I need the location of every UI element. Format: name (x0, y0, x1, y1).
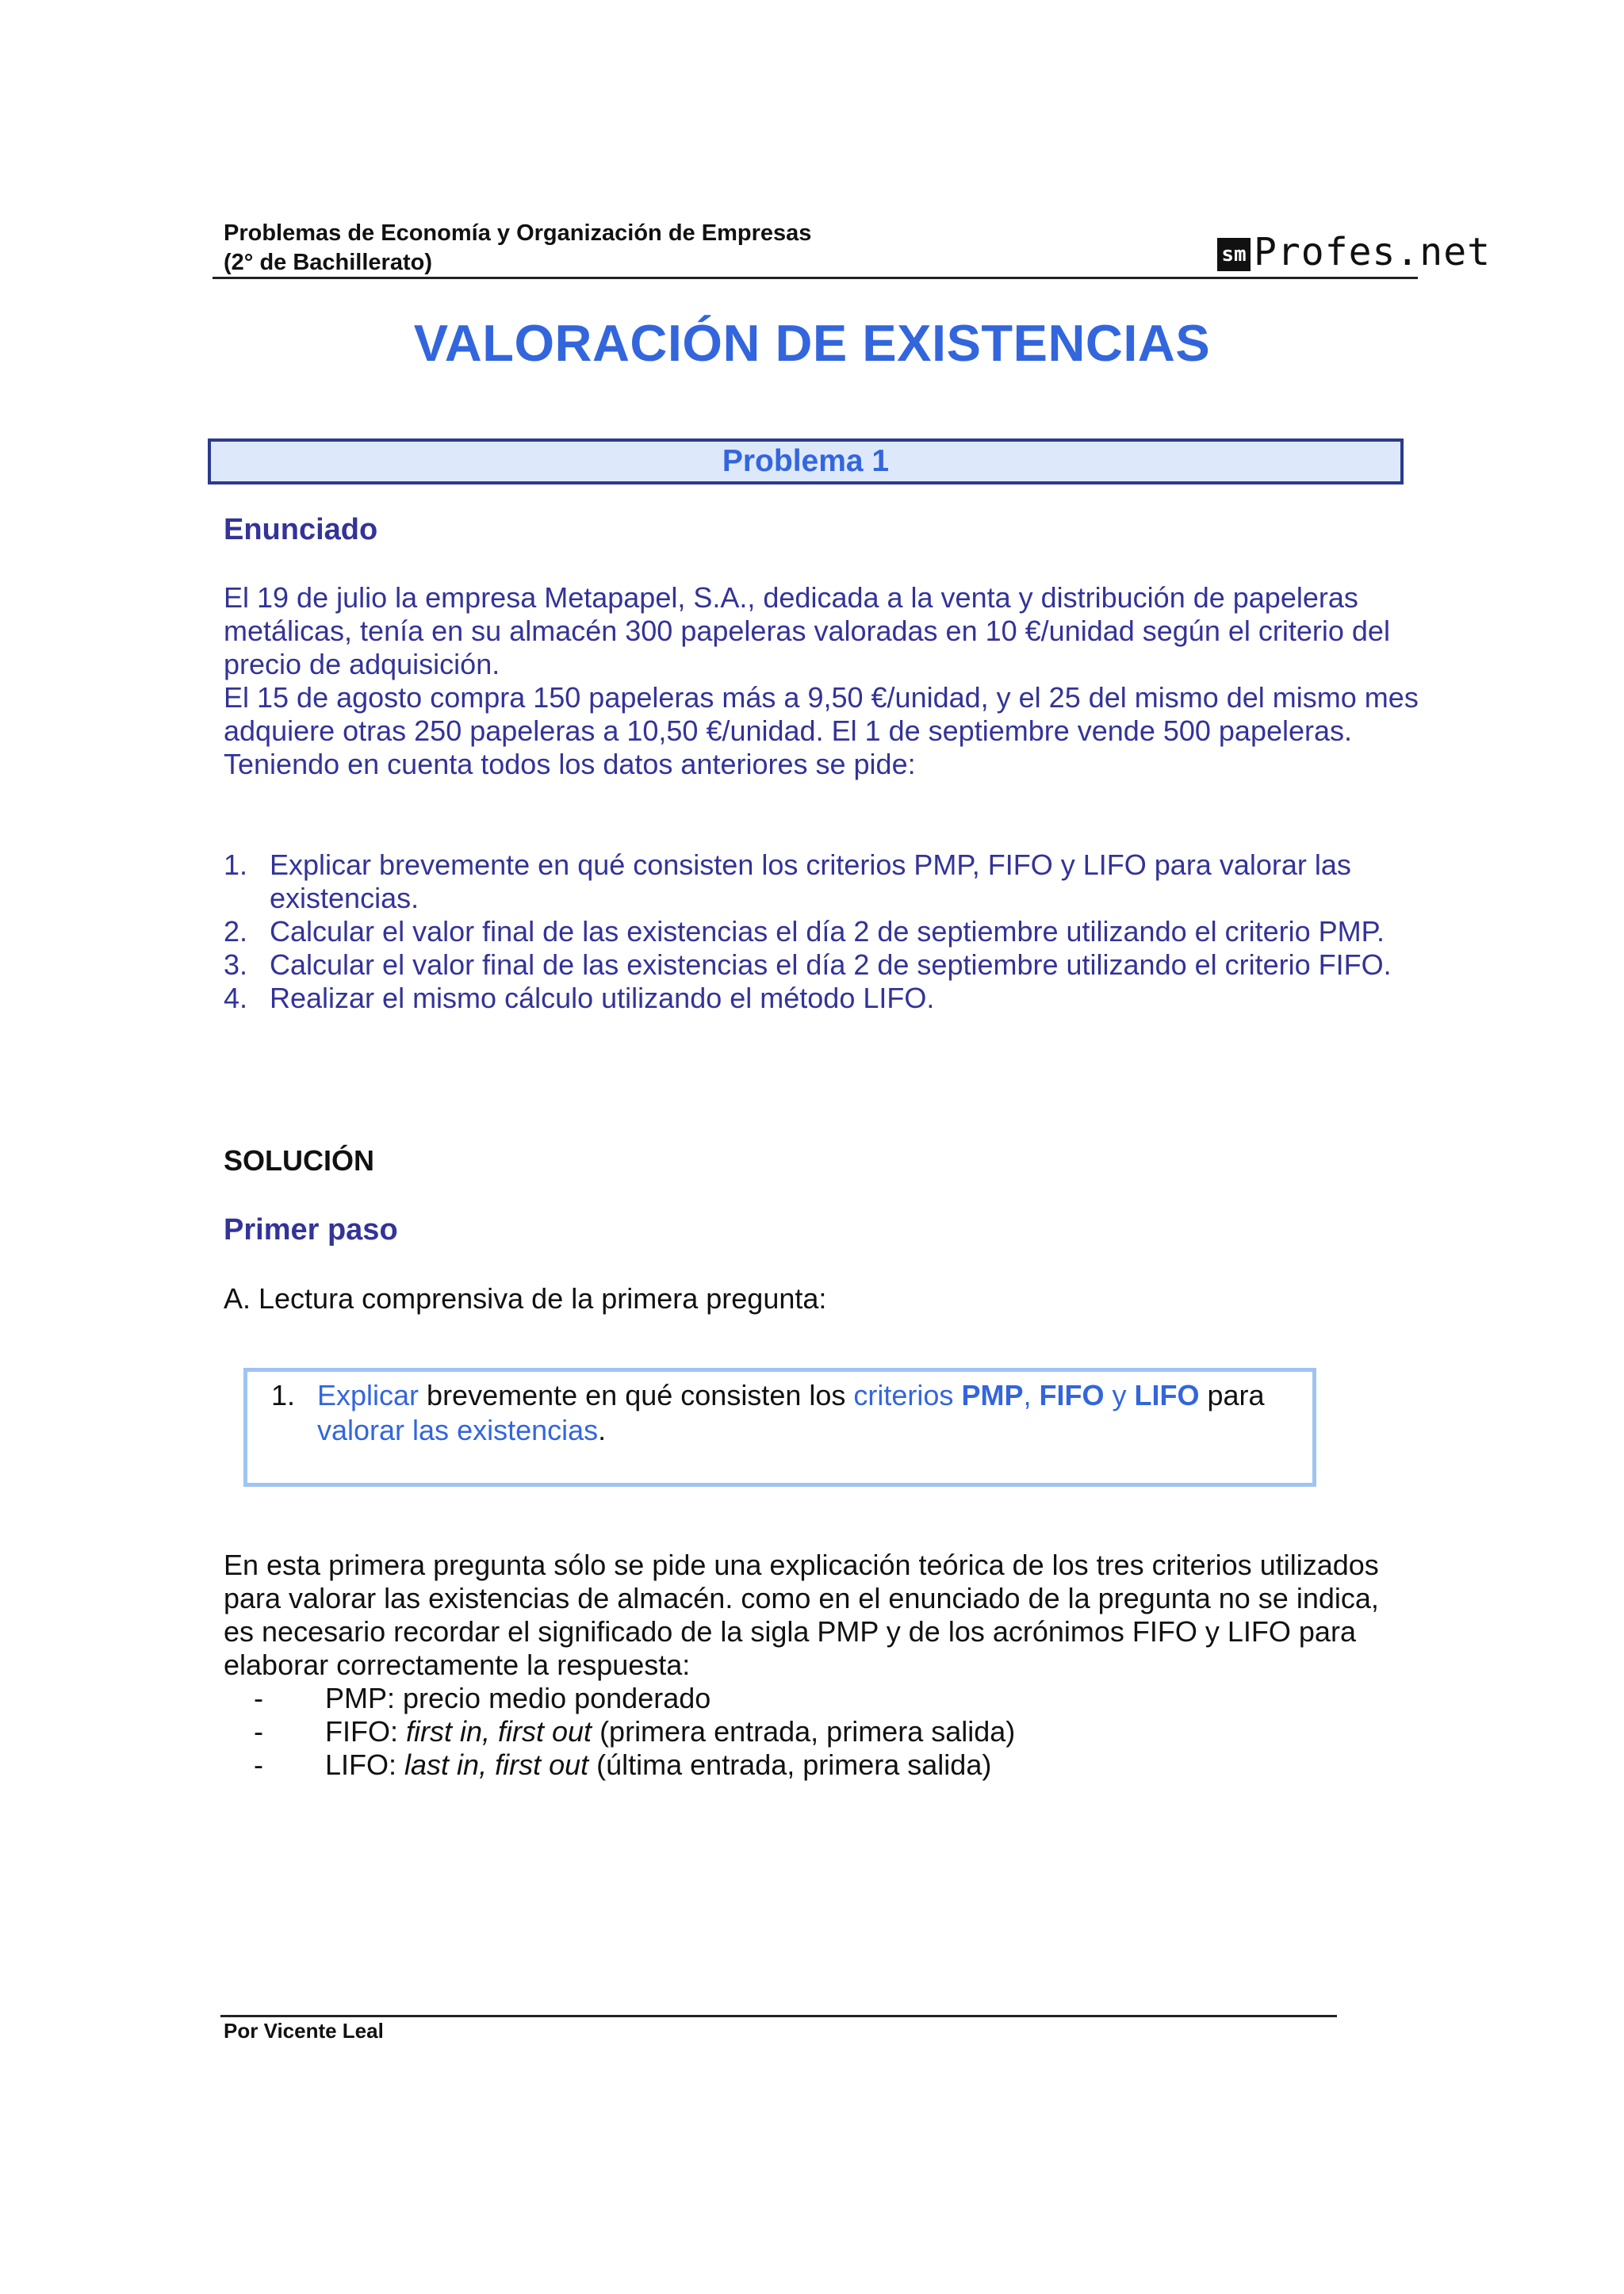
enunciado-text (224, 581, 1421, 781)
acronym-label: LIFO: (325, 1748, 405, 1781)
task-item (224, 982, 1421, 1015)
task-text: Realizar el mismo cálculo utilizando el método LIFO. (270, 982, 935, 1014)
question-fragment: y (1104, 1379, 1135, 1411)
acronym-text (325, 1682, 710, 1715)
enunciado-paragraph: El 19 de julio la empresa Metapapel, S.A., dedicada a la venta y distribución de papeleras metálicas, tenía en su almacén 300 papeleras valoradas en 10 €/unidad según el criterio del precio de adquisición. (224, 581, 1390, 680)
acronym-expansion: first in, first out (406, 1715, 592, 1748)
acronym-label: FIFO: (325, 1715, 406, 1748)
acronym-item (254, 1682, 1015, 1715)
keyword-fifo: FIFO (1039, 1379, 1105, 1411)
task-item (224, 848, 1421, 915)
task-number: 4. (224, 982, 248, 1014)
acronym-list (254, 1682, 1015, 1782)
keyword-valorar: valorar las existencias (317, 1414, 599, 1446)
acronym-meaning: (primera entrada, primera salida) (592, 1715, 1016, 1748)
lectura-instruction: A. Lectura comprensiva de la primera pregunta: (224, 1282, 827, 1315)
bullet-dash: - (254, 1748, 263, 1781)
problem-banner (208, 439, 1404, 484)
explanation-paragraph: En esta primera pregunta sólo se pide una explicación teórica de los tres criterios utilizados para valorar las existencias de almacén. como en el enunciado de la pregunta no se indica, es necesario recordar el significado de la sigla PMP y de los acrónimos FIFO y LIFO para elaborar correctamente la respuesta: (224, 1549, 1379, 1681)
keyword-explicar: Explicar (317, 1379, 419, 1411)
acronym-meaning: (última entrada, primera salida) (588, 1748, 992, 1781)
acronym-meaning: precio medio ponderado (403, 1682, 711, 1714)
task-text: Explicar brevemente en qué consisten los criterios PMP, FIFO y LIFO para valorar las existencias. (270, 848, 1351, 914)
question-fragment: . (598, 1414, 607, 1446)
header-divider (213, 277, 1418, 279)
page-title: VALORACIÓN DE EXISTENCIAS (413, 314, 1211, 372)
task-number: 2. (224, 915, 248, 948)
header-course-title: Problemas de Economía y Organización de Empresas (224, 220, 812, 246)
question-text (317, 1378, 1294, 1448)
enunciado-paragraph: Teniendo en cuenta todos los datos anteriores se pide: (224, 748, 916, 780)
task-item (224, 915, 1421, 948)
problem-label: Problema 1 (722, 444, 890, 478)
profes-net-logo (1217, 230, 1491, 274)
solucion-heading: SOLUCIÓN (224, 1144, 375, 1177)
question-fragment: brevemente en qué consisten los (419, 1379, 854, 1411)
question-highlight-box (243, 1368, 1316, 1487)
task-text: Calcular el valor final de las existencias el día 2 de septiembre utilizando el criterio PMP. (270, 915, 1385, 948)
task-number: 3. (224, 948, 248, 981)
acronym-item (254, 1748, 1015, 1782)
bullet-dash: - (254, 1682, 263, 1714)
task-text: Calcular el valor final de las existencias el día 2 de septiembre utilizando el criterio FIFO. (270, 948, 1392, 981)
enunciado-paragraph: El 15 de agosto compra 150 papeleras más a 9,50 €/unidad, y el 25 del mismo del mismo mes adquiere otras 250 papeleras a 10,50 €/unidad. El 1 de septiembre vende 500 papeleras. (224, 681, 1419, 747)
acronym-text (325, 1715, 1015, 1748)
bullet-dash: - (254, 1715, 263, 1748)
acronym-text (325, 1748, 991, 1782)
task-number: 1. (224, 848, 248, 881)
question-fragment: para (1199, 1379, 1265, 1411)
question-item (271, 1378, 1294, 1448)
question-fragment: , (1023, 1379, 1040, 1411)
enunciado-heading: Enunciado (224, 513, 378, 546)
question-number: 1. (271, 1379, 296, 1411)
acronym-label: PMP: (325, 1682, 404, 1714)
step-heading: Primer paso (224, 1213, 398, 1247)
footer-author: Por Vicente Leal (224, 2019, 384, 2043)
task-item (224, 948, 1421, 982)
acronym-item (254, 1715, 1015, 1748)
acronym-expansion: last in, first out (404, 1748, 589, 1781)
keyword-pmp: PMP (961, 1379, 1024, 1411)
task-list (224, 848, 1421, 1015)
logo-badge: sm (1217, 238, 1251, 271)
footer-divider (220, 2015, 1337, 2017)
keyword-lifo: LIFO (1134, 1379, 1200, 1411)
header-course-level: (2° de Bachillerato) (224, 250, 432, 275)
logo-text: Profes.net (1254, 230, 1491, 274)
keyword-criterios: criterios (853, 1379, 954, 1411)
